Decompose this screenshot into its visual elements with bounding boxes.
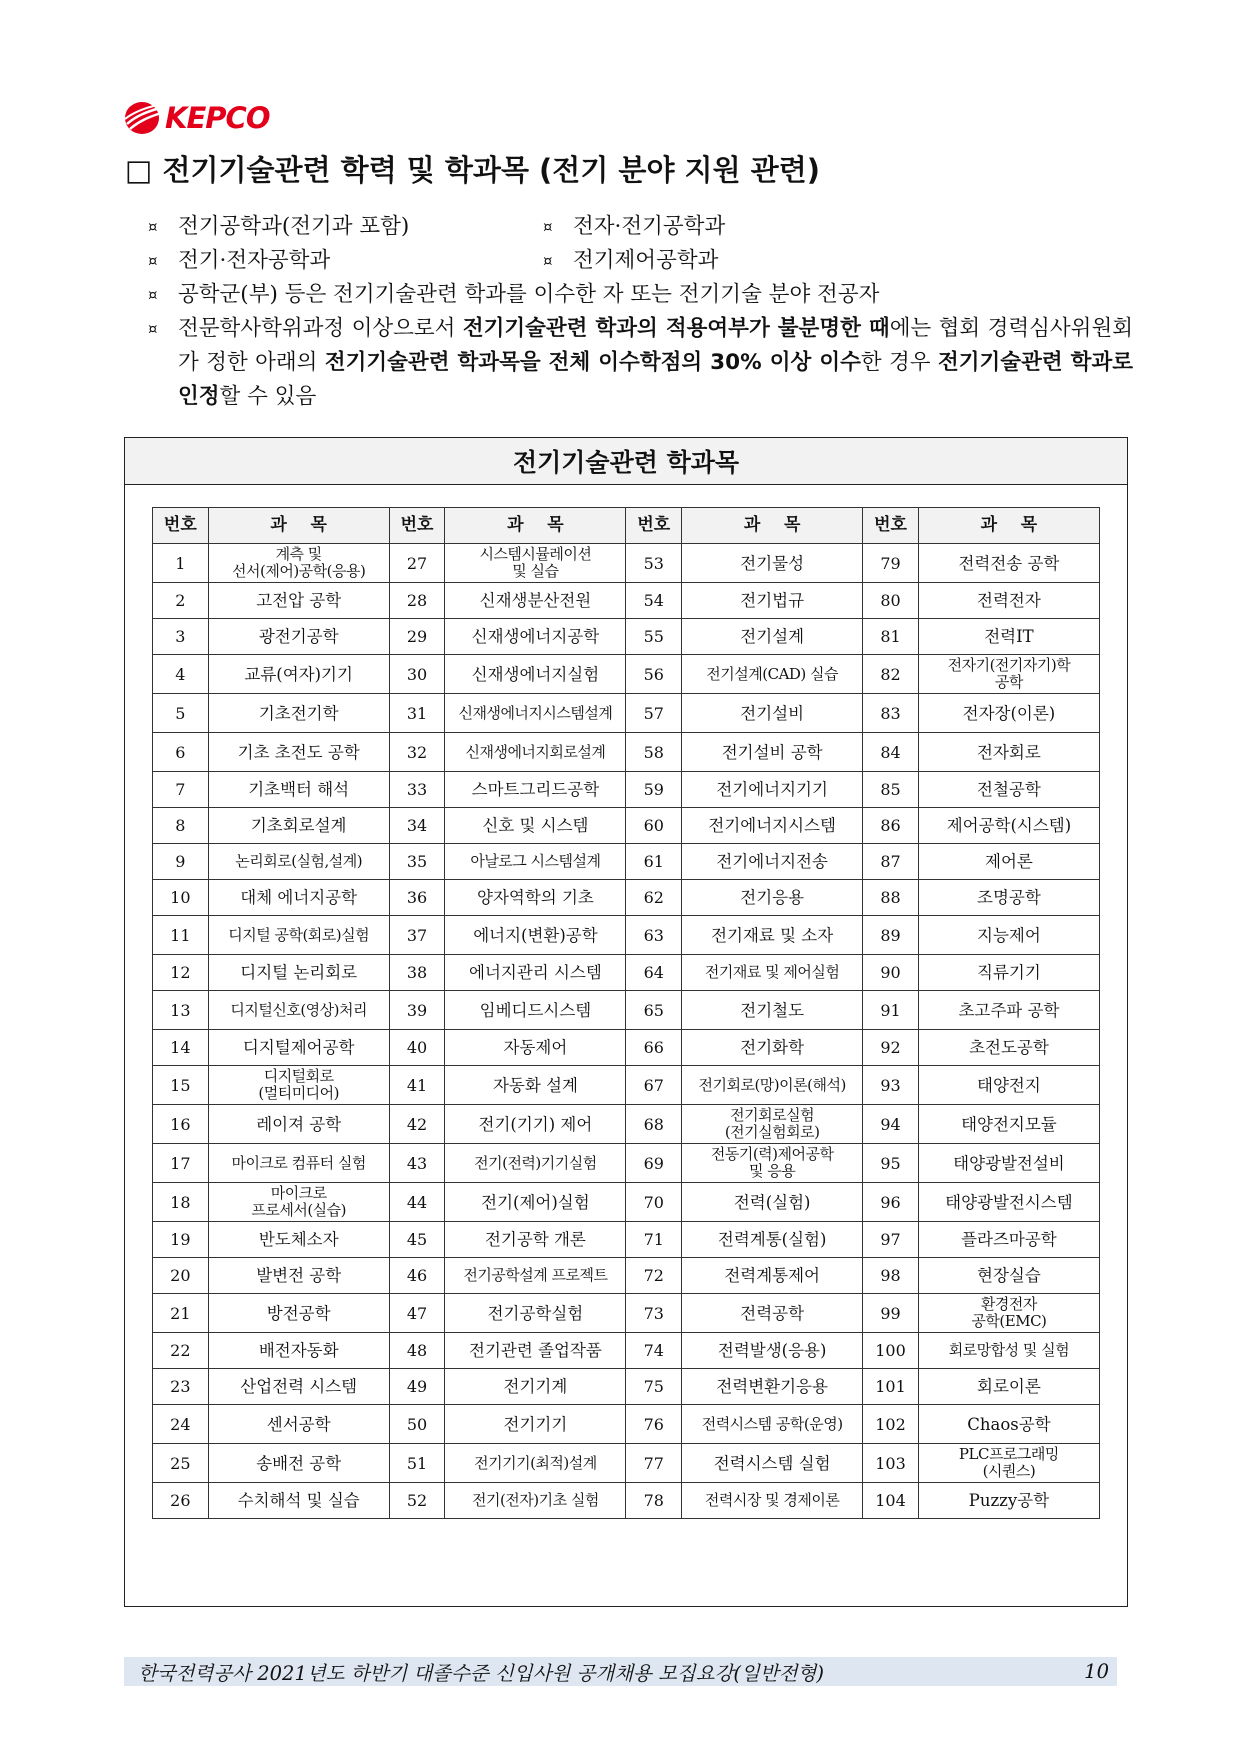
- table-header-row: [153, 508, 1100, 544]
- course-name: Puzzy공학: [918, 1483, 1099, 1519]
- course-table-box: [124, 437, 1128, 1607]
- bullet-mark: ¤: [148, 286, 158, 304]
- course-name: 배전자동화: [208, 1333, 389, 1369]
- course-number: 52: [389, 1483, 445, 1519]
- course-name: 고전압 공학: [208, 583, 389, 619]
- course-number: 16: [153, 1105, 209, 1144]
- bullet-mark: ¤: [148, 252, 158, 270]
- course-name: 전기에너지기기: [682, 772, 863, 808]
- list-item: ¤ 전자·전기공학과: [543, 210, 938, 244]
- course-name: 신재생분산전원: [445, 583, 626, 619]
- course-name: 마이크로 컴퓨터 실험: [208, 1144, 389, 1183]
- table-row: [153, 1294, 1100, 1333]
- course-name: 전력시장 및 경제이론: [682, 1483, 863, 1519]
- course-name: 전력계통제어: [682, 1258, 863, 1294]
- course-number: 26: [153, 1483, 209, 1519]
- course-number: 91: [863, 991, 919, 1030]
- course-number: 42: [389, 1105, 445, 1144]
- course-number: 56: [626, 655, 682, 694]
- course-name: 신재생에너지회로설계: [445, 733, 626, 772]
- course-number: 85: [863, 772, 919, 808]
- course-number: 99: [863, 1294, 919, 1333]
- course-number: 100: [863, 1333, 919, 1369]
- course-number: 55: [626, 619, 682, 655]
- course-number: 35: [389, 844, 445, 880]
- course-number: 48: [389, 1333, 445, 1369]
- course-table-body: [153, 544, 1100, 1519]
- course-number: 57: [626, 694, 682, 733]
- course-number: 53: [626, 544, 682, 583]
- course-number: 88: [863, 880, 919, 916]
- equivalency-note: 전문학사학위과정 이상으로서 전기기술관련 학과의 적용여부가 불분명한 때에는 협회 경력심사위원회가 정한 아래의 전기기술관련 학과목을 전체 이수학점의 30% 이상 이수한 경우 전기기술관련 학과로 인정할 수 있음: [178, 316, 1133, 409]
- course-number: 32: [389, 733, 445, 772]
- course-number: 98: [863, 1258, 919, 1294]
- course-name: 광전기공학: [208, 619, 389, 655]
- course-name: 자동화 설계: [445, 1066, 626, 1105]
- kepco-logo: [122, 100, 269, 136]
- course-number: 93: [863, 1066, 919, 1105]
- table-row: [153, 1144, 1100, 1183]
- table-row: [153, 544, 1100, 583]
- course-name: 전기설비: [682, 694, 863, 733]
- course-number: 10: [153, 880, 209, 916]
- course-number: 21: [153, 1294, 209, 1333]
- course-number: 59: [626, 772, 682, 808]
- course-number: 33: [389, 772, 445, 808]
- course-name: 전기(기기) 제어: [445, 1105, 626, 1144]
- course-name: 교류(여자)기기: [208, 655, 389, 694]
- course-number: 13: [153, 991, 209, 1030]
- course-name: 태양전지모듈: [918, 1105, 1099, 1144]
- course-number: 51: [389, 1444, 445, 1483]
- course-number: 49: [389, 1369, 445, 1405]
- course-name: 전기(전력)기기실험: [445, 1144, 626, 1183]
- bullet-mark: ¤: [148, 218, 158, 236]
- table-row: [153, 1222, 1100, 1258]
- course-name: 전기에너지전송: [682, 844, 863, 880]
- course-name: 현장실습: [918, 1258, 1099, 1294]
- course-number: 46: [389, 1258, 445, 1294]
- header-subject: 과 목: [208, 508, 389, 544]
- course-number: 84: [863, 733, 919, 772]
- page-number: 10: [1084, 1660, 1109, 1683]
- course-number: 64: [626, 955, 682, 991]
- course-number: 61: [626, 844, 682, 880]
- header-subject: 과 목: [682, 508, 863, 544]
- course-name: 기초전기학: [208, 694, 389, 733]
- course-number: 7: [153, 772, 209, 808]
- course-name: 전기철도: [682, 991, 863, 1030]
- course-number: 22: [153, 1333, 209, 1369]
- table-row: [153, 991, 1100, 1030]
- course-number: 17: [153, 1144, 209, 1183]
- course-number: 8: [153, 808, 209, 844]
- course-number: 30: [389, 655, 445, 694]
- course-name: 아날로그 시스템설계: [445, 844, 626, 880]
- course-number: 82: [863, 655, 919, 694]
- course-number: 38: [389, 955, 445, 991]
- table-row: [153, 808, 1100, 844]
- table-row: [153, 1183, 1100, 1222]
- table-row: [153, 733, 1100, 772]
- course-name: 논리회로(실험,설계): [208, 844, 389, 880]
- course-number: 89: [863, 916, 919, 955]
- course-number: 34: [389, 808, 445, 844]
- course-name: 전기(제어)실험: [445, 1183, 626, 1222]
- footer-text: 한국전력공사 2021년도 하반기 대졸수준 신입사원 공개채용 모집요강(일반전형): [138, 1661, 824, 1685]
- course-name: 송배전 공학: [208, 1444, 389, 1483]
- kepco-swoosh-icon: [122, 100, 162, 136]
- course-number: 65: [626, 991, 682, 1030]
- page-footer: [124, 1657, 1117, 1686]
- course-name: 자동제어: [445, 1030, 626, 1066]
- course-number: 9: [153, 844, 209, 880]
- course-number: 44: [389, 1183, 445, 1222]
- course-number: 5: [153, 694, 209, 733]
- course-name: 마이크로 프로세서(실습): [208, 1183, 389, 1222]
- course-name: 디지털신호(영상)처리: [208, 991, 389, 1030]
- course-name: 디지털 논리회로: [208, 955, 389, 991]
- course-number: 67: [626, 1066, 682, 1105]
- course-name: 전철공학: [918, 772, 1099, 808]
- table-row: [153, 1444, 1100, 1483]
- table-row: [153, 655, 1100, 694]
- course-name: 기초 초전도 공학: [208, 733, 389, 772]
- header-num: 번호: [626, 508, 682, 544]
- course-name: 전기재료 및 소자: [682, 916, 863, 955]
- course-name: PLC프로그래밍 (시퀀스): [918, 1444, 1099, 1483]
- course-number: 92: [863, 1030, 919, 1066]
- list-item: ¤ 전기제어공학과: [543, 244, 938, 278]
- table-row: [153, 1483, 1100, 1519]
- course-name: 전자기(전기자기)학 공학: [918, 655, 1099, 694]
- table-row: [153, 916, 1100, 955]
- course-name: 센서공학: [208, 1405, 389, 1444]
- course-number: 6: [153, 733, 209, 772]
- course-name: 플라즈마공학: [918, 1222, 1099, 1258]
- header-num: 번호: [389, 508, 445, 544]
- course-name: 양자역학의 기초: [445, 880, 626, 916]
- logo-text: KEPCO: [165, 101, 270, 135]
- course-number: 58: [626, 733, 682, 772]
- course-name: 전기화학: [682, 1030, 863, 1066]
- table-caption: 전기기술관련 학과목: [125, 438, 1127, 485]
- course-number: 20: [153, 1258, 209, 1294]
- course-name: 회로망합성 및 실험: [918, 1333, 1099, 1369]
- bullet-mark: ¤: [543, 218, 553, 236]
- course-name: 전력시스템 공학(운영): [682, 1405, 863, 1444]
- course-name: 에너지(변환)공학: [445, 916, 626, 955]
- course-name: 기초회로설계: [208, 808, 389, 844]
- course-number: 87: [863, 844, 919, 880]
- course-name: 전기회로실험 (전기실험회로): [682, 1105, 863, 1144]
- course-name: 신재생에너지시스템설계: [445, 694, 626, 733]
- list-item: ¤ 전기공학과(전기과 포함): [148, 210, 543, 244]
- course-number: 70: [626, 1183, 682, 1222]
- course-name: 임베디드시스템: [445, 991, 626, 1030]
- course-name: 전기기계: [445, 1369, 626, 1405]
- table-row: [153, 1333, 1100, 1369]
- course-number: 3: [153, 619, 209, 655]
- header-num: 번호: [863, 508, 919, 544]
- course-name: 신호 및 시스템: [445, 808, 626, 844]
- course-name: 산업전력 시스템: [208, 1369, 389, 1405]
- course-number: 66: [626, 1030, 682, 1066]
- course-name: 지능제어: [918, 916, 1099, 955]
- course-number: 76: [626, 1405, 682, 1444]
- course-name: 에너지관리 시스템: [445, 955, 626, 991]
- course-number: 24: [153, 1405, 209, 1444]
- course-name: 계측 및 선서(제어)공학(응용): [208, 544, 389, 583]
- course-number: 96: [863, 1183, 919, 1222]
- course-name: 수치해석 및 실습: [208, 1483, 389, 1519]
- course-name: 전력전송 공학: [918, 544, 1099, 583]
- bullet-mark: ¤: [148, 320, 158, 338]
- criteria-list: [148, 210, 1133, 414]
- course-name: 기초백터 해석: [208, 772, 389, 808]
- course-name: 전기공학실험: [445, 1294, 626, 1333]
- table-row: [153, 583, 1100, 619]
- course-name: 시스템시뮬레이션 및 실습: [445, 544, 626, 583]
- course-name: 회로이론: [918, 1369, 1099, 1405]
- course-number: 45: [389, 1222, 445, 1258]
- course-number: 81: [863, 619, 919, 655]
- course-name: 전기설계: [682, 619, 863, 655]
- course-name: 조명공학: [918, 880, 1099, 916]
- course-name: 전력변환기응용: [682, 1369, 863, 1405]
- course-number: 2: [153, 583, 209, 619]
- course-number: 68: [626, 1105, 682, 1144]
- course-name: 레이져 공학: [208, 1105, 389, 1144]
- table-row: [153, 1369, 1100, 1405]
- table-row: [153, 1258, 1100, 1294]
- list-item: ¤ 전기·전자공학과: [148, 244, 543, 278]
- course-number: 101: [863, 1369, 919, 1405]
- course-name: 전기기기: [445, 1405, 626, 1444]
- course-number: 75: [626, 1369, 682, 1405]
- header-subject: 과 목: [445, 508, 626, 544]
- course-number: 4: [153, 655, 209, 694]
- course-name: 전기에너지시스템: [682, 808, 863, 844]
- course-number: 71: [626, 1222, 682, 1258]
- course-number: 31: [389, 694, 445, 733]
- course-number: 102: [863, 1405, 919, 1444]
- course-name: 전기관련 졸업작품: [445, 1333, 626, 1369]
- table-row: [153, 772, 1100, 808]
- course-number: 73: [626, 1294, 682, 1333]
- course-number: 15: [153, 1066, 209, 1105]
- course-number: 97: [863, 1222, 919, 1258]
- table-row: [153, 1030, 1100, 1066]
- course-name: 전기회로(망)이론(해석): [682, 1066, 863, 1105]
- table-row: [153, 1105, 1100, 1144]
- course-number: 37: [389, 916, 445, 955]
- course-name: 전기공학설계 프로젝트: [445, 1258, 626, 1294]
- course-number: 69: [626, 1144, 682, 1183]
- course-name: 태양전지: [918, 1066, 1099, 1105]
- course-number: 104: [863, 1483, 919, 1519]
- course-number: 14: [153, 1030, 209, 1066]
- page-title: □ 전기기술관련 학력 및 학과목 (전기 분야 지원 관련): [125, 153, 820, 187]
- course-name: 전기물성: [682, 544, 863, 583]
- header-num: 번호: [153, 508, 209, 544]
- table-row: [153, 694, 1100, 733]
- course-number: 28: [389, 583, 445, 619]
- table-row: [153, 619, 1100, 655]
- header-subject: 과 목: [918, 508, 1099, 544]
- course-name: 전력(실험): [682, 1183, 863, 1222]
- list-item: ¤ 공학군(부) 등은 전기기술관련 학과를 이수한 자 또는 전기기술 분야 전공자: [148, 278, 1133, 312]
- course-name: 초고주파 공학: [918, 991, 1099, 1030]
- course-number: 11: [153, 916, 209, 955]
- course-number: 103: [863, 1444, 919, 1483]
- course-table: [152, 507, 1100, 1519]
- course-number: 60: [626, 808, 682, 844]
- course-name: 환경전자 공학(EMC): [918, 1294, 1099, 1333]
- course-name: 대체 에너지공학: [208, 880, 389, 916]
- course-number: 63: [626, 916, 682, 955]
- course-name: 초전도공학: [918, 1030, 1099, 1066]
- course-name: 전기재료 및 제어실험: [682, 955, 863, 991]
- course-name: 태양광발전설비: [918, 1144, 1099, 1183]
- course-number: 39: [389, 991, 445, 1030]
- course-number: 19: [153, 1222, 209, 1258]
- course-name: 전기설계(CAD) 실습: [682, 655, 863, 694]
- table-row: [153, 1405, 1100, 1444]
- course-name: 직류기기: [918, 955, 1099, 991]
- table-row: [153, 1066, 1100, 1105]
- course-name: Chaos공학: [918, 1405, 1099, 1444]
- course-number: 79: [863, 544, 919, 583]
- course-number: 95: [863, 1144, 919, 1183]
- course-name: 방전공학: [208, 1294, 389, 1333]
- course-number: 80: [863, 583, 919, 619]
- course-number: 62: [626, 880, 682, 916]
- course-number: 72: [626, 1258, 682, 1294]
- course-number: 47: [389, 1294, 445, 1333]
- table-row: [153, 844, 1100, 880]
- course-name: 전기법규: [682, 583, 863, 619]
- course-name: 전자장(이론): [918, 694, 1099, 733]
- course-name: 전력시스템 실험: [682, 1444, 863, 1483]
- course-number: 43: [389, 1144, 445, 1183]
- course-number: 23: [153, 1369, 209, 1405]
- course-number: 40: [389, 1030, 445, 1066]
- course-name: 디지털 공학(회로)실험: [208, 916, 389, 955]
- list-item: [148, 312, 1133, 414]
- course-name: 전기기기(최적)설계: [445, 1444, 626, 1483]
- table-row: [153, 955, 1100, 991]
- table-row: [153, 880, 1100, 916]
- course-name: 전기응용: [682, 880, 863, 916]
- course-name: 전기설비 공학: [682, 733, 863, 772]
- course-number: 27: [389, 544, 445, 583]
- course-number: 12: [153, 955, 209, 991]
- course-name: 전력전자: [918, 583, 1099, 619]
- course-name: 전기공학 개론: [445, 1222, 626, 1258]
- course-number: 94: [863, 1105, 919, 1144]
- course-number: 36: [389, 880, 445, 916]
- course-number: 74: [626, 1333, 682, 1369]
- course-number: 90: [863, 955, 919, 991]
- course-name: 디지털제어공학: [208, 1030, 389, 1066]
- course-name: 제어공학(시스템): [918, 808, 1099, 844]
- course-name: 신재생에너지공학: [445, 619, 626, 655]
- course-name: 전력공학: [682, 1294, 863, 1333]
- course-name: 태양광발전시스템: [918, 1183, 1099, 1222]
- bullet-mark: ¤: [543, 252, 553, 270]
- course-name: 발변전 공학: [208, 1258, 389, 1294]
- course-number: 54: [626, 583, 682, 619]
- course-number: 78: [626, 1483, 682, 1519]
- course-name: 전자회로: [918, 733, 1099, 772]
- course-number: 29: [389, 619, 445, 655]
- course-number: 83: [863, 694, 919, 733]
- course-number: 18: [153, 1183, 209, 1222]
- course-name: 전동기(력)제어공학 및 응용: [682, 1144, 863, 1183]
- course-number: 77: [626, 1444, 682, 1483]
- course-name: 스마트그리드공학: [445, 772, 626, 808]
- course-name: 전력계통(실험): [682, 1222, 863, 1258]
- course-number: 50: [389, 1405, 445, 1444]
- course-name: 제어론: [918, 844, 1099, 880]
- course-name: 전력IT: [918, 619, 1099, 655]
- course-number: 25: [153, 1444, 209, 1483]
- course-name: 디지털회로 (멀티미디어): [208, 1066, 389, 1105]
- course-name: 전력발생(응용): [682, 1333, 863, 1369]
- course-name: 신재생에너지실험: [445, 655, 626, 694]
- course-name: 반도체소자: [208, 1222, 389, 1258]
- course-name: 전기(전자)기초 실험: [445, 1483, 626, 1519]
- course-number: 86: [863, 808, 919, 844]
- course-number: 41: [389, 1066, 445, 1105]
- course-number: 1: [153, 544, 209, 583]
